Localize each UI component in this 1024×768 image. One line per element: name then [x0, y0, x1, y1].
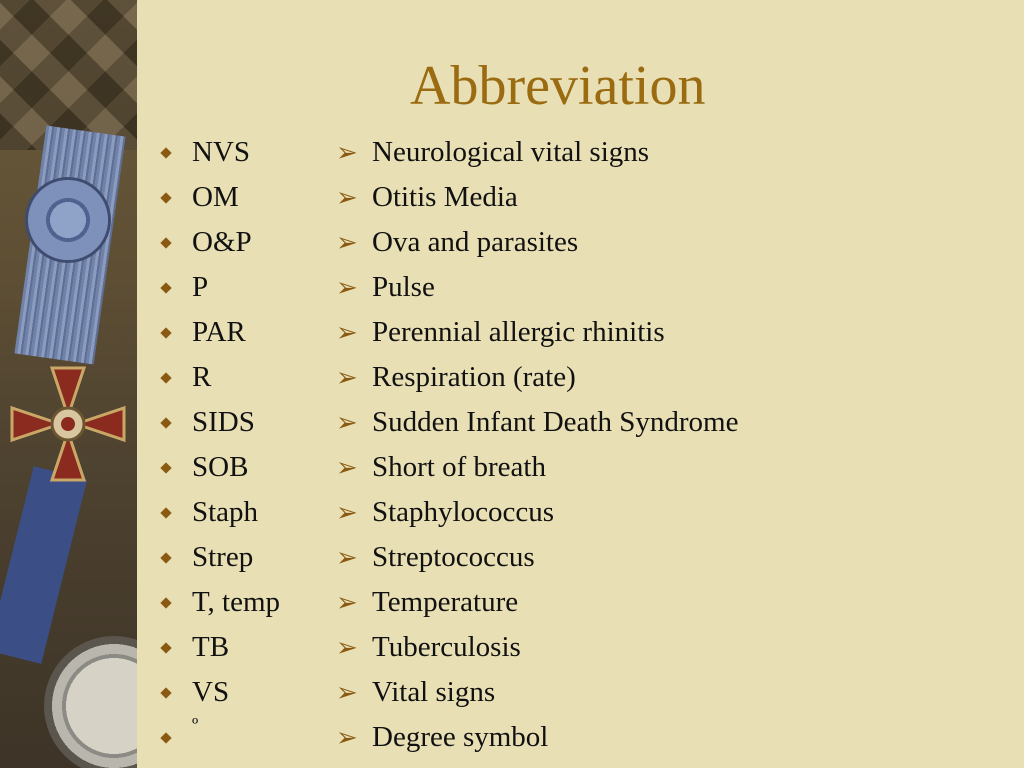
- arrow-bullet-icon: ➢: [336, 587, 358, 617]
- diamond-bullet-icon: [160, 732, 171, 743]
- abbreviation-text: SOB: [192, 451, 249, 483]
- list-item: [158, 220, 280, 265]
- diamond-bullet-icon: [160, 327, 171, 338]
- meaning-text: Otitis Media: [372, 181, 518, 213]
- list-item: [336, 580, 738, 625]
- abbreviation-text: º: [192, 714, 199, 736]
- arrow-bullet-icon: ➢: [336, 182, 358, 212]
- diamond-bullet-icon: [160, 642, 171, 653]
- blue-band: [0, 466, 87, 664]
- list-item: [158, 130, 280, 175]
- list-item: [336, 355, 738, 400]
- meaning-text: Ova and parasites: [372, 226, 579, 258]
- diamond-bullet-icon: [160, 372, 171, 383]
- diamond-bullet-icon: [160, 147, 171, 158]
- list-item: [336, 490, 738, 535]
- meaning-text: Degree symbol: [372, 721, 549, 753]
- decorative-sidebar: [0, 0, 137, 768]
- checker-pattern: [0, 0, 137, 150]
- list-item: [158, 445, 280, 490]
- compass-icon: [44, 636, 137, 768]
- arrow-bullet-icon: ➢: [336, 272, 358, 302]
- abbreviation-text: SIDS: [192, 406, 255, 438]
- list-item: [158, 715, 280, 760]
- arrow-bullet-icon: ➢: [336, 722, 358, 752]
- arrow-bullet-icon: ➢: [336, 542, 358, 572]
- meaning-text: Vital signs: [372, 676, 496, 708]
- meaning-text: Pulse: [372, 271, 435, 303]
- arrow-bullet-icon: ➢: [336, 137, 358, 167]
- list-item: [336, 400, 738, 445]
- ribbon-rosette: [28, 180, 108, 260]
- abbreviation-text: Strep: [192, 541, 254, 573]
- diamond-bullet-icon: [160, 417, 171, 428]
- list-item: [158, 310, 280, 355]
- list-item: [336, 445, 738, 490]
- abbreviation-list: [158, 130, 280, 760]
- medal-icon: [6, 362, 130, 486]
- abbreviation-text: O&P: [192, 226, 252, 258]
- meaning-text: Sudden Infant Death Syndrome: [372, 406, 739, 438]
- list-item: [158, 400, 280, 445]
- page-title: Abbreviation: [410, 55, 706, 117]
- abbreviation-text: NVS: [192, 136, 251, 168]
- meaning-text: Temperature: [372, 586, 519, 618]
- list-item: [158, 625, 280, 670]
- abbreviation-text: PAR: [192, 316, 246, 348]
- diamond-bullet-icon: [160, 507, 171, 518]
- diamond-bullet-icon: [160, 282, 171, 293]
- list-item: [158, 580, 280, 625]
- arrow-bullet-icon: ➢: [336, 632, 358, 662]
- arrow-bullet-icon: ➢: [336, 362, 358, 392]
- meaning-text: Perennial allergic rhinitis: [372, 316, 665, 348]
- list-item: [336, 310, 738, 355]
- arrow-bullet-icon: ➢: [336, 317, 358, 347]
- list-item: [158, 490, 280, 535]
- abbreviation-text: TB: [192, 631, 230, 663]
- meaning-text: Short of breath: [372, 451, 546, 483]
- list-item: [158, 535, 280, 580]
- list-item: [336, 535, 738, 580]
- abbreviation-text: P: [192, 271, 209, 303]
- list-item: [158, 265, 280, 310]
- diamond-bullet-icon: [160, 192, 171, 203]
- diamond-bullet-icon: [160, 462, 171, 473]
- diamond-bullet-icon: [160, 237, 171, 248]
- list-item: [158, 670, 280, 715]
- meaning-list: [336, 130, 738, 760]
- arrow-bullet-icon: ➢: [336, 452, 358, 482]
- diamond-bullet-icon: [160, 687, 171, 698]
- list-item: [158, 175, 280, 220]
- arrow-bullet-icon: ➢: [336, 227, 358, 257]
- abbreviation-text: VS: [192, 676, 230, 708]
- abbreviation-text: Staph: [192, 496, 259, 528]
- meaning-text: Streptococcus: [372, 541, 535, 573]
- abbreviation-text: T, temp: [192, 586, 281, 618]
- list-item: [158, 355, 280, 400]
- diamond-bullet-icon: [160, 597, 171, 608]
- list-item: [336, 130, 738, 175]
- arrow-bullet-icon: ➢: [336, 497, 358, 527]
- arrow-bullet-icon: ➢: [336, 407, 358, 437]
- abbreviation-text: OM: [192, 181, 239, 213]
- list-item: [336, 670, 738, 715]
- diamond-bullet-icon: [160, 552, 171, 563]
- meaning-text: Staphylococcus: [372, 496, 555, 528]
- list-item: [336, 220, 738, 265]
- list-item: [336, 265, 738, 310]
- arrow-bullet-icon: ➢: [336, 677, 358, 707]
- meaning-text: Respiration (rate): [372, 361, 576, 393]
- list-item: [336, 175, 738, 220]
- meaning-text: Neurological vital signs: [372, 136, 650, 168]
- abbreviation-text: R: [192, 361, 212, 393]
- list-item: [336, 715, 738, 760]
- meaning-text: Tuberculosis: [372, 631, 521, 663]
- list-item: [336, 625, 738, 670]
